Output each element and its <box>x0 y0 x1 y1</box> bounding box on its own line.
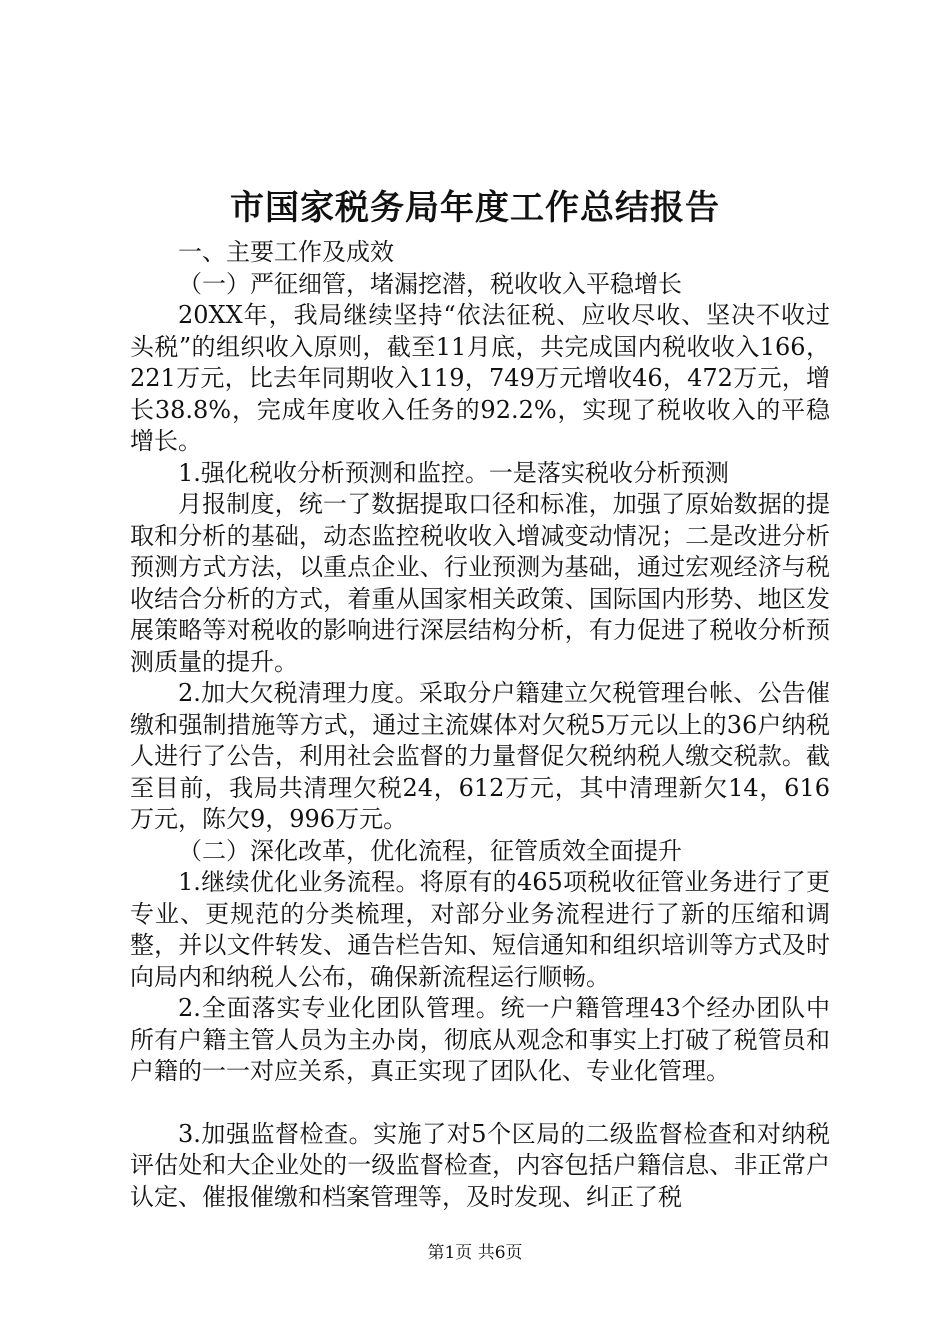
paragraph-item-process: 1.继续优化业务流程。将原有的465项税收征管业务进行了更专业、更规范的分类梳理，对部分业务流程进行了新的压缩和调整，并以文件转发、通告栏告知、短信通知和组织培训等方式及时向局内和纳税人公布，确保新流程运行顺畅。 <box>130 868 830 991</box>
paragraph-revenue-summary: 20XX年，我局继续坚持“依法征税、应收尽收、坚决不收过头税”的组织收入原则，截至11月底，共完成国内税收收入166，221万元，比去年同期收入119，749万元增收46，472万元，增长38.8%，完成年度收入任务的92.2%，实现了税收收入的平稳增长。 <box>130 301 830 455</box>
paragraph-analysis-detail: 月报制度，统一了数据提取口径和标准，加强了原始数据的提取和分析的基础，动态监控税收收入增减变动情况；二是改进分析预测方式方法，以重点企业、行业预测为基础，通过宏观经济与税收结合分析的方式，着重从国家相关政策、国际国内形势、地区发展策略等对税收的影响进行深层结构分析，有力促进了税收分析预测质量的提升。 <box>130 490 830 676</box>
subsection-heading-reform: （二）深化改革，优化流程，征管质效全面提升 <box>178 836 682 865</box>
paragraph-item-arrears: 2.加大欠税清理力度。采取分户籍建立欠税管理台帐、公告催缴和强制措施等方式，通过主流媒体对欠税5万元以上的36户纳税人进行了公告，利用社会监督的力量督促欠税纳税人缴交税款。截至目前，我局共清理欠税24，612万元，其中清理新欠14，616万元，陈欠9，996万元。 <box>130 679 830 833</box>
subsection-heading-tax-revenue: （一）严征细管，堵漏挖潜，税收收入平稳增长 <box>178 269 682 298</box>
paragraph-item-analysis-heading: 1.强化税收分析预测和监控。一是落实税收分析预测 <box>178 458 729 487</box>
page-title: 市国家税务局年度工作总结报告 <box>230 188 720 228</box>
page-footer: 第1页 共6页 <box>427 1243 523 1263</box>
paragraph-item-team: 2.全面落实专业化团队管理。统一户籍管理43个经办团队中所有户籍主管人员为主办岗，彻底从观念和事实上打破了税管员和户籍的一一对应关系，真正实现了团队化、专业化管理。 <box>130 994 830 1085</box>
section-heading-main-work: 一、主要工作及成效 <box>178 238 394 266</box>
document-body <box>130 237 830 1213</box>
paragraph-item-supervision: 3.加强监督检查。实施了对5个区局的二级监督检查和对纳税评估处和大企业处的一级监督检查，内容包括户籍信息、非正常户认定、催报催缴和档案管理等，及时发现、纠正了税 <box>130 1119 830 1211</box>
